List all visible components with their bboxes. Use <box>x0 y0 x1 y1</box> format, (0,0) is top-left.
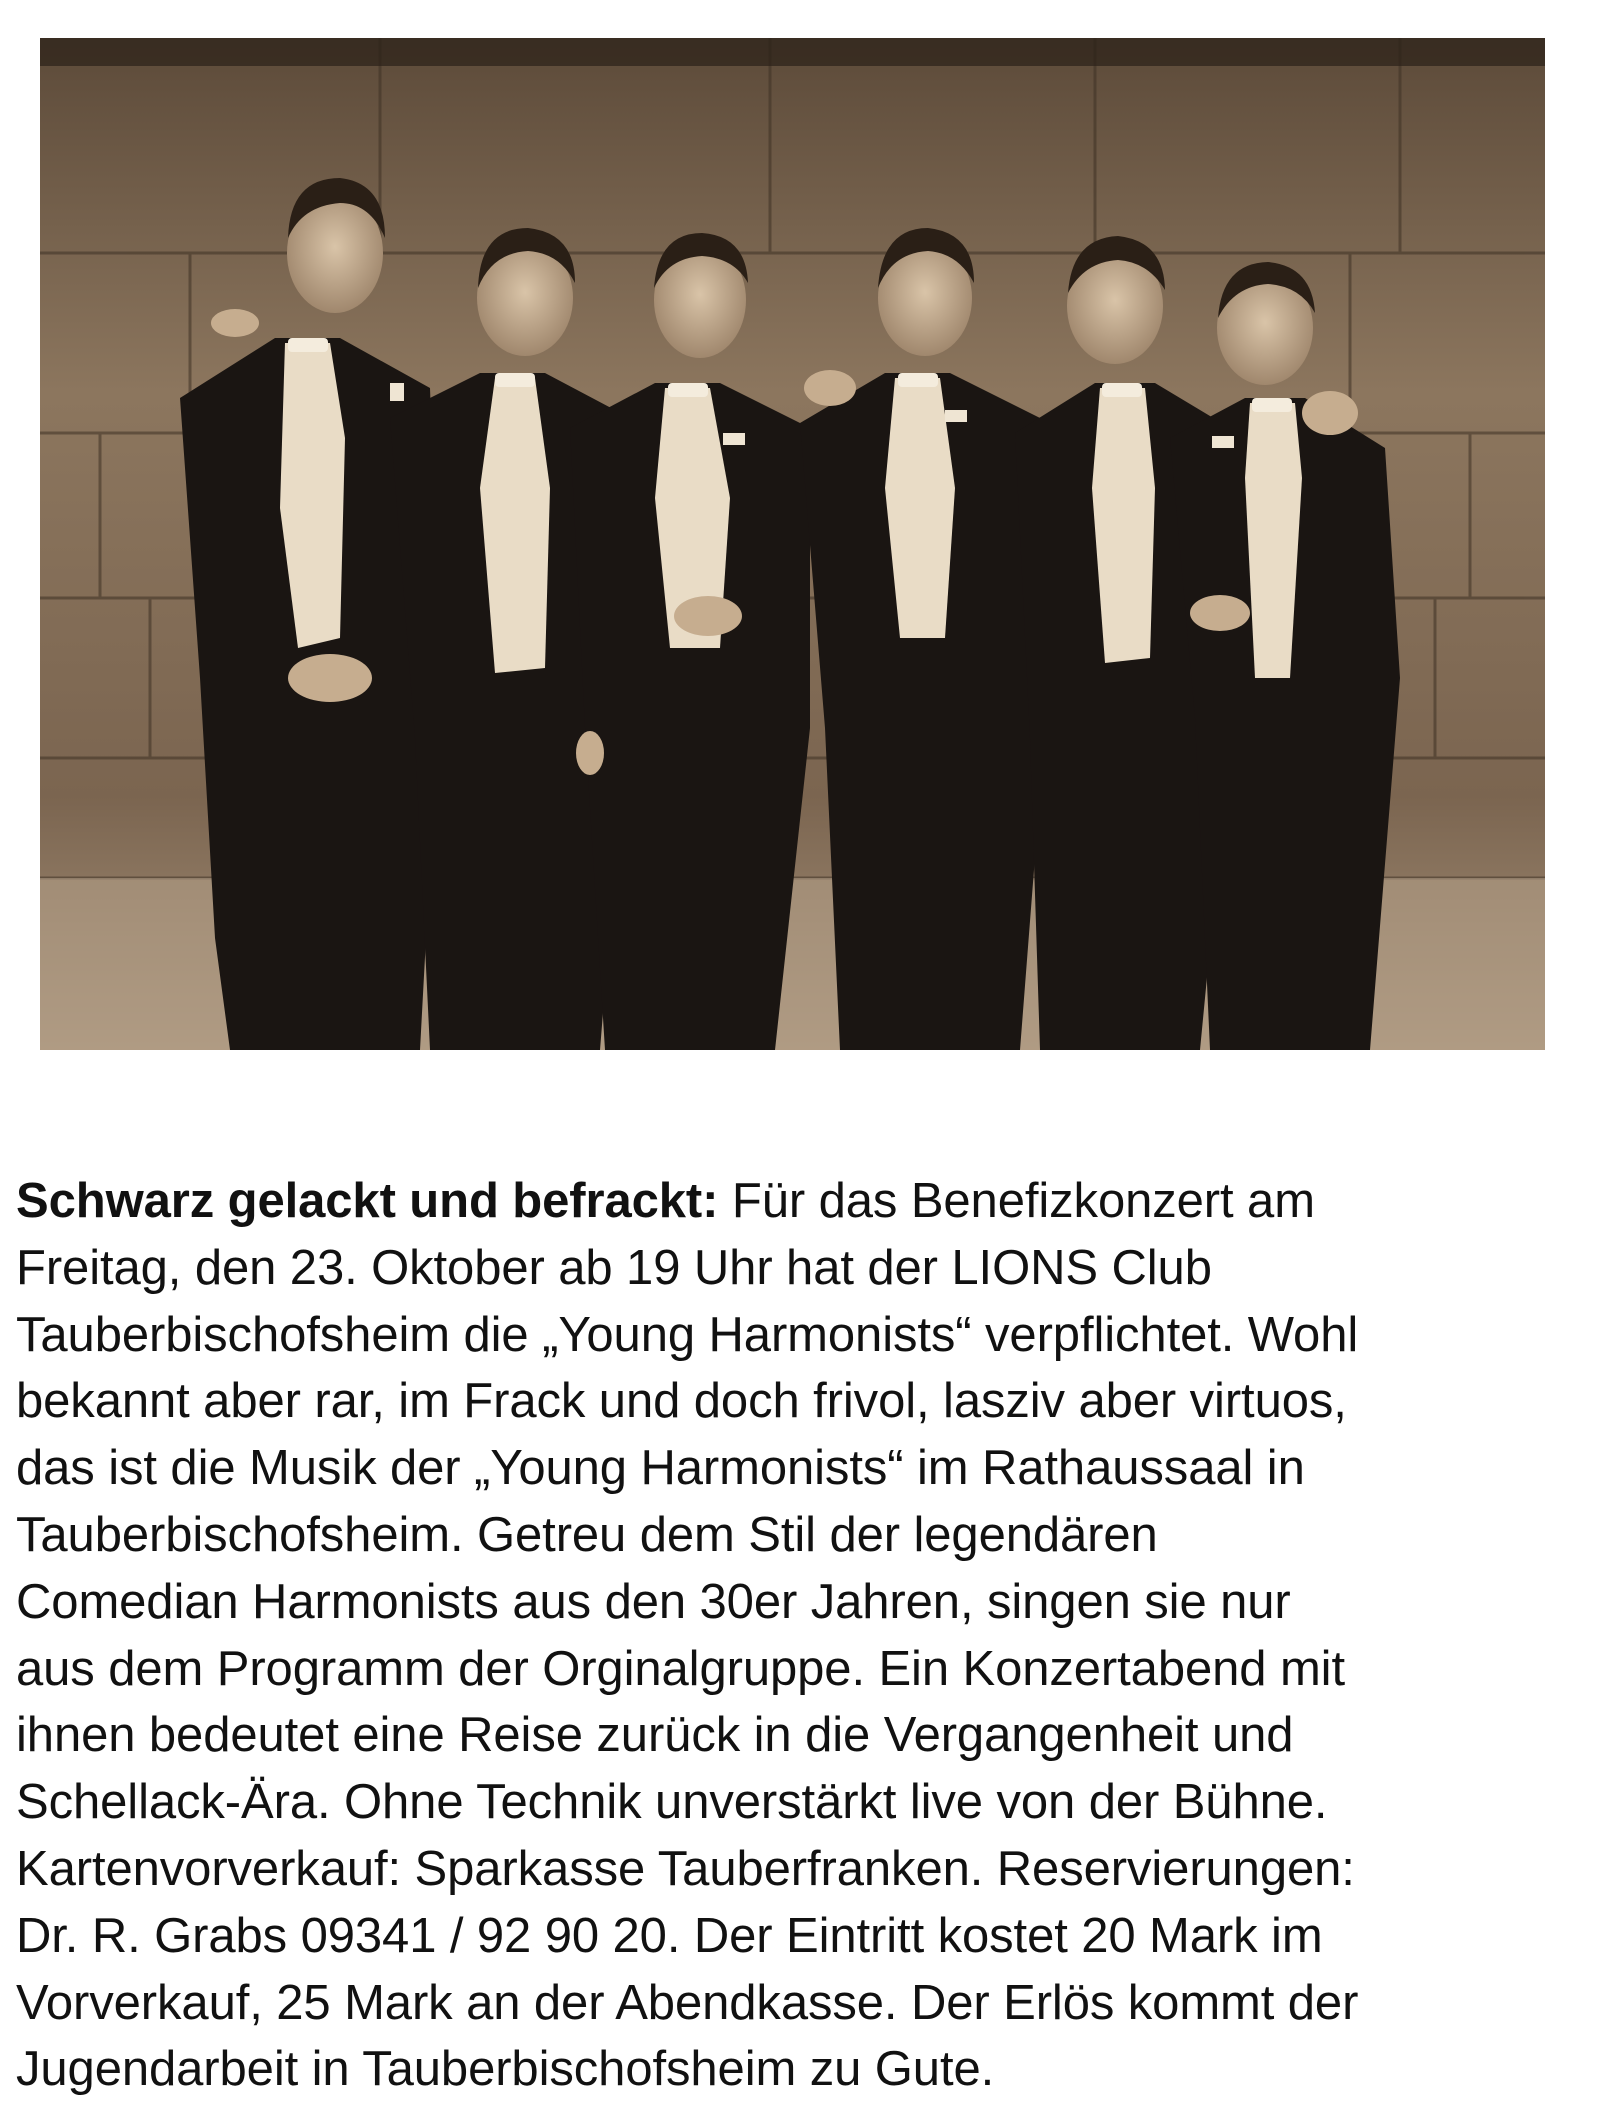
caption-line-3: Tauberbischofsheim die „Young Harmonists“ verpflichtet. Wohl <box>16 1307 1359 1362</box>
caption-line-2: Freitag, den 23. Oktober ab 19 Uhr hat der LIONS Club <box>16 1240 1212 1295</box>
group-photo <box>40 38 1545 1050</box>
caption-line-6: Tauberbischofsheim. Getreu dem Stil der legendären <box>16 1507 1158 1562</box>
group-photo-icon <box>40 38 1545 1050</box>
caption-line-text: Für das Benefizkonzert am <box>718 1174 1315 1228</box>
caption-line-9: ihnen bedeutet eine Reise zurück in die Vergangenheit und <box>16 1708 1294 1763</box>
caption-lead: Schwarz gelackt und befrackt: <box>16 1174 719 1228</box>
caption-line-14: Jugendarbeit in Tauberbischofsheim zu Gute. <box>16 2042 995 2097</box>
caption-line-11: Kartenvorverkauf: Sparkasse Tauberfranken. Reservierungen: <box>16 1841 1355 1896</box>
caption-line-8: aus dem Programm der Orginalgruppe. Ein Konzertabend mit <box>16 1641 1345 1696</box>
caption-line-10: Schellack-Ära. Ohne Technik unverstärkt live von der Bühne. <box>16 1775 1328 1830</box>
caption-line-5: das ist die Musik der „Young Harmonists“ im Rathaussaal in <box>16 1441 1305 1496</box>
caption-line-13: Vorverkauf, 25 Mark an der Abendkasse. Der Erlös kommt der <box>16 1975 1359 2030</box>
caption-line-7: Comedian Harmonists aus den 30er Jahren, singen sie nur <box>16 1574 1291 1629</box>
caption-line-1 <box>16 1168 1591 1235</box>
photo-caption <box>16 1168 1591 2103</box>
caption-line-4: bekannt aber rar, im Frack und doch frivol, lasziv aber virtuos, <box>16 1374 1347 1429</box>
caption-line-12: Dr. R. Grabs 09341 / 92 90 20. Der Eintritt kostet 20 Mark im <box>16 1908 1323 1963</box>
